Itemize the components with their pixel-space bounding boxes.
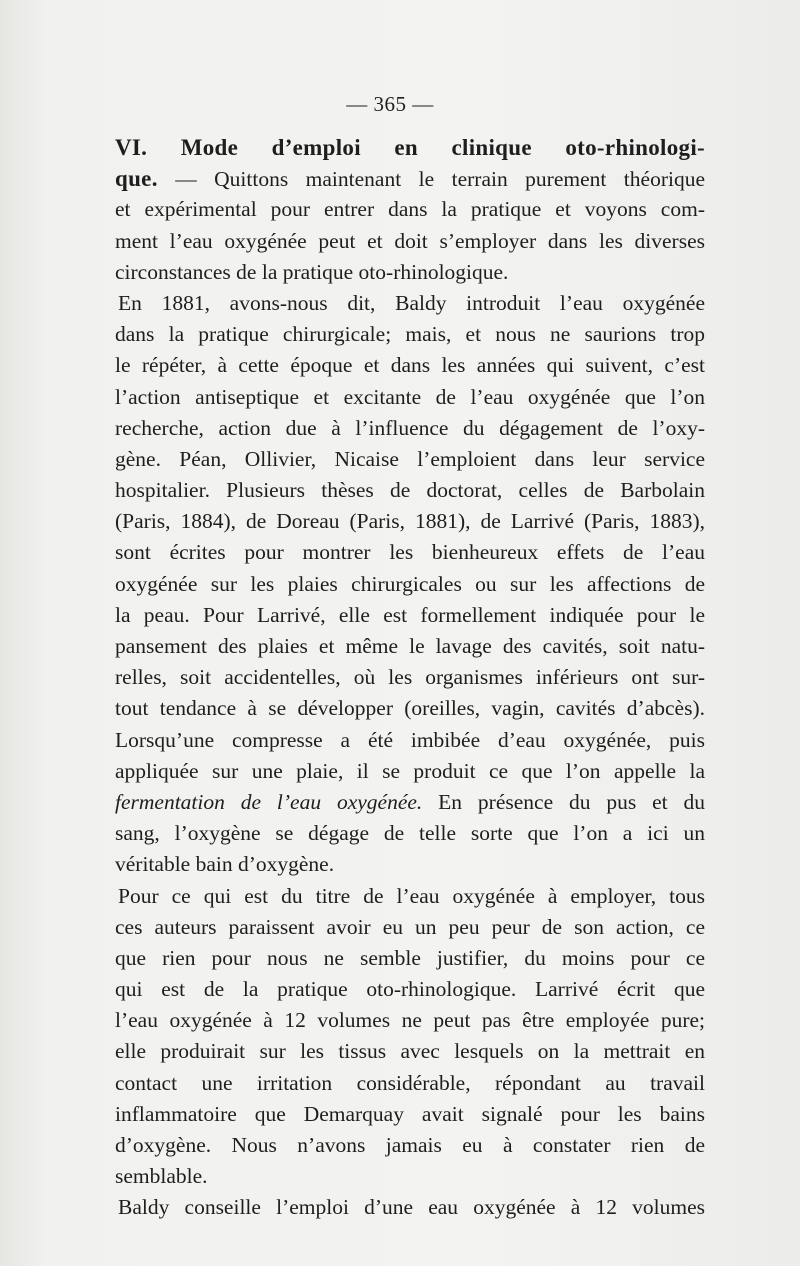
text-line: hospitalier. Plusieurs thèses de doctorat, celles de Barbolain (115, 478, 705, 503)
paragraph-text: — Quittons maintenant le terrain purement théorique (157, 167, 705, 192)
text-line: ces auteurs paraissent avoir eu un peu peur de son action, ce (115, 914, 705, 939)
text-line: recherche, action due à l’influence du dégagement de l’oxy- (115, 415, 705, 440)
text-line: gène. Péan, Ollivier, Nicaise l’emploient dans leur service (115, 446, 705, 471)
text-line (115, 787, 705, 818)
text-line: Baldy conseille l’emploi d’une eau oxygénée à 12 volumes (118, 1195, 705, 1220)
text-line: qui est de la pratique oto-rhinologique. Larrivé écrit que (115, 977, 705, 1002)
heading-continuation-line (115, 163, 705, 194)
text-line: circonstances de la pratique oto-rhinologique. (115, 259, 509, 284)
text-line: Lorsqu’une compresse a été imbibée d’eau oxygénée, puis (115, 727, 705, 752)
text-line: véritable bain d’oxygène. (115, 852, 335, 877)
text-line: ment l’eau oxygénée peut et doit s’employer dans les diverses (115, 228, 705, 253)
text-line: l’action antiseptique et excitante de l’eau oxygénée que l’on (115, 384, 705, 409)
text-line: En 1881, avons-nous dit, Baldy introduit l’eau oxygénée (118, 290, 705, 315)
text-line: inflammatoire que Demarquay avait signalé pour les bains (115, 1101, 705, 1126)
text-line: sont écrites pour montrer les bienheureux effets de l’eau (115, 540, 705, 565)
text-line: tout tendance à se développer (oreilles, vagin, cavités d’abcès). (115, 696, 705, 721)
text-line: sang, l’oxygène se dégage de telle sorte que l’on a ici un (115, 821, 705, 846)
text-line: d’oxygène. Nous n’avons jamais eu à constater rien de (115, 1133, 705, 1157)
section-heading-end: que. (115, 166, 158, 192)
text-line: que rien pour nous ne semble justifier, du moins pour ce (115, 945, 705, 970)
text-line: (Paris, 1884), de Doreau (Paris, 1881), de Larrivé (Paris, 1883), (115, 509, 705, 534)
text-line: pansement des plaies et même le lavage des cavités, soit natu- (115, 634, 705, 658)
section-heading: VI. Mode d’emploi en clinique oto-rhinologi- (115, 135, 705, 160)
text-line: et expérimental pour entrer dans la pratique et voyons com- (115, 197, 705, 222)
paragraph-text: En présence du pus et du (422, 789, 705, 814)
text-line: elle produirait sur les tissus avec lesquels on la mettrait en (115, 1039, 705, 1064)
text-line: semblable. (115, 1164, 208, 1189)
text-line: la peau. Pour Larrivé, elle est formellement indiquée pour le (115, 602, 705, 627)
text-line: Pour ce qui est du titre de l’eau oxygénée à employer, tous (118, 883, 705, 908)
page-number: — 365 — (346, 92, 434, 116)
text-line: le répéter, à cette époque et dans les années qui suivent, c’est (115, 353, 705, 378)
text-line: appliquée sur une plaie, il se produit ce que l’on appelle la (115, 758, 705, 783)
text-line: oxygénée sur les plaies chirurgicales ou sur les affections de (115, 571, 705, 596)
italic-term: fermentation de l’eau oxygénée. (115, 789, 423, 814)
body-text (115, 132, 705, 1224)
text-line: relles, soit accidentelles, où les organismes inférieurs ont sur- (115, 665, 705, 690)
text-line: l’eau oxygénée à 12 volumes ne peut pas être employée pure; (115, 1008, 705, 1033)
text-line: dans la pratique chirurgicale; mais, et nous ne saurions trop (115, 322, 705, 347)
text-line: contact une irritation considérable, répondant au travail (115, 1070, 705, 1095)
